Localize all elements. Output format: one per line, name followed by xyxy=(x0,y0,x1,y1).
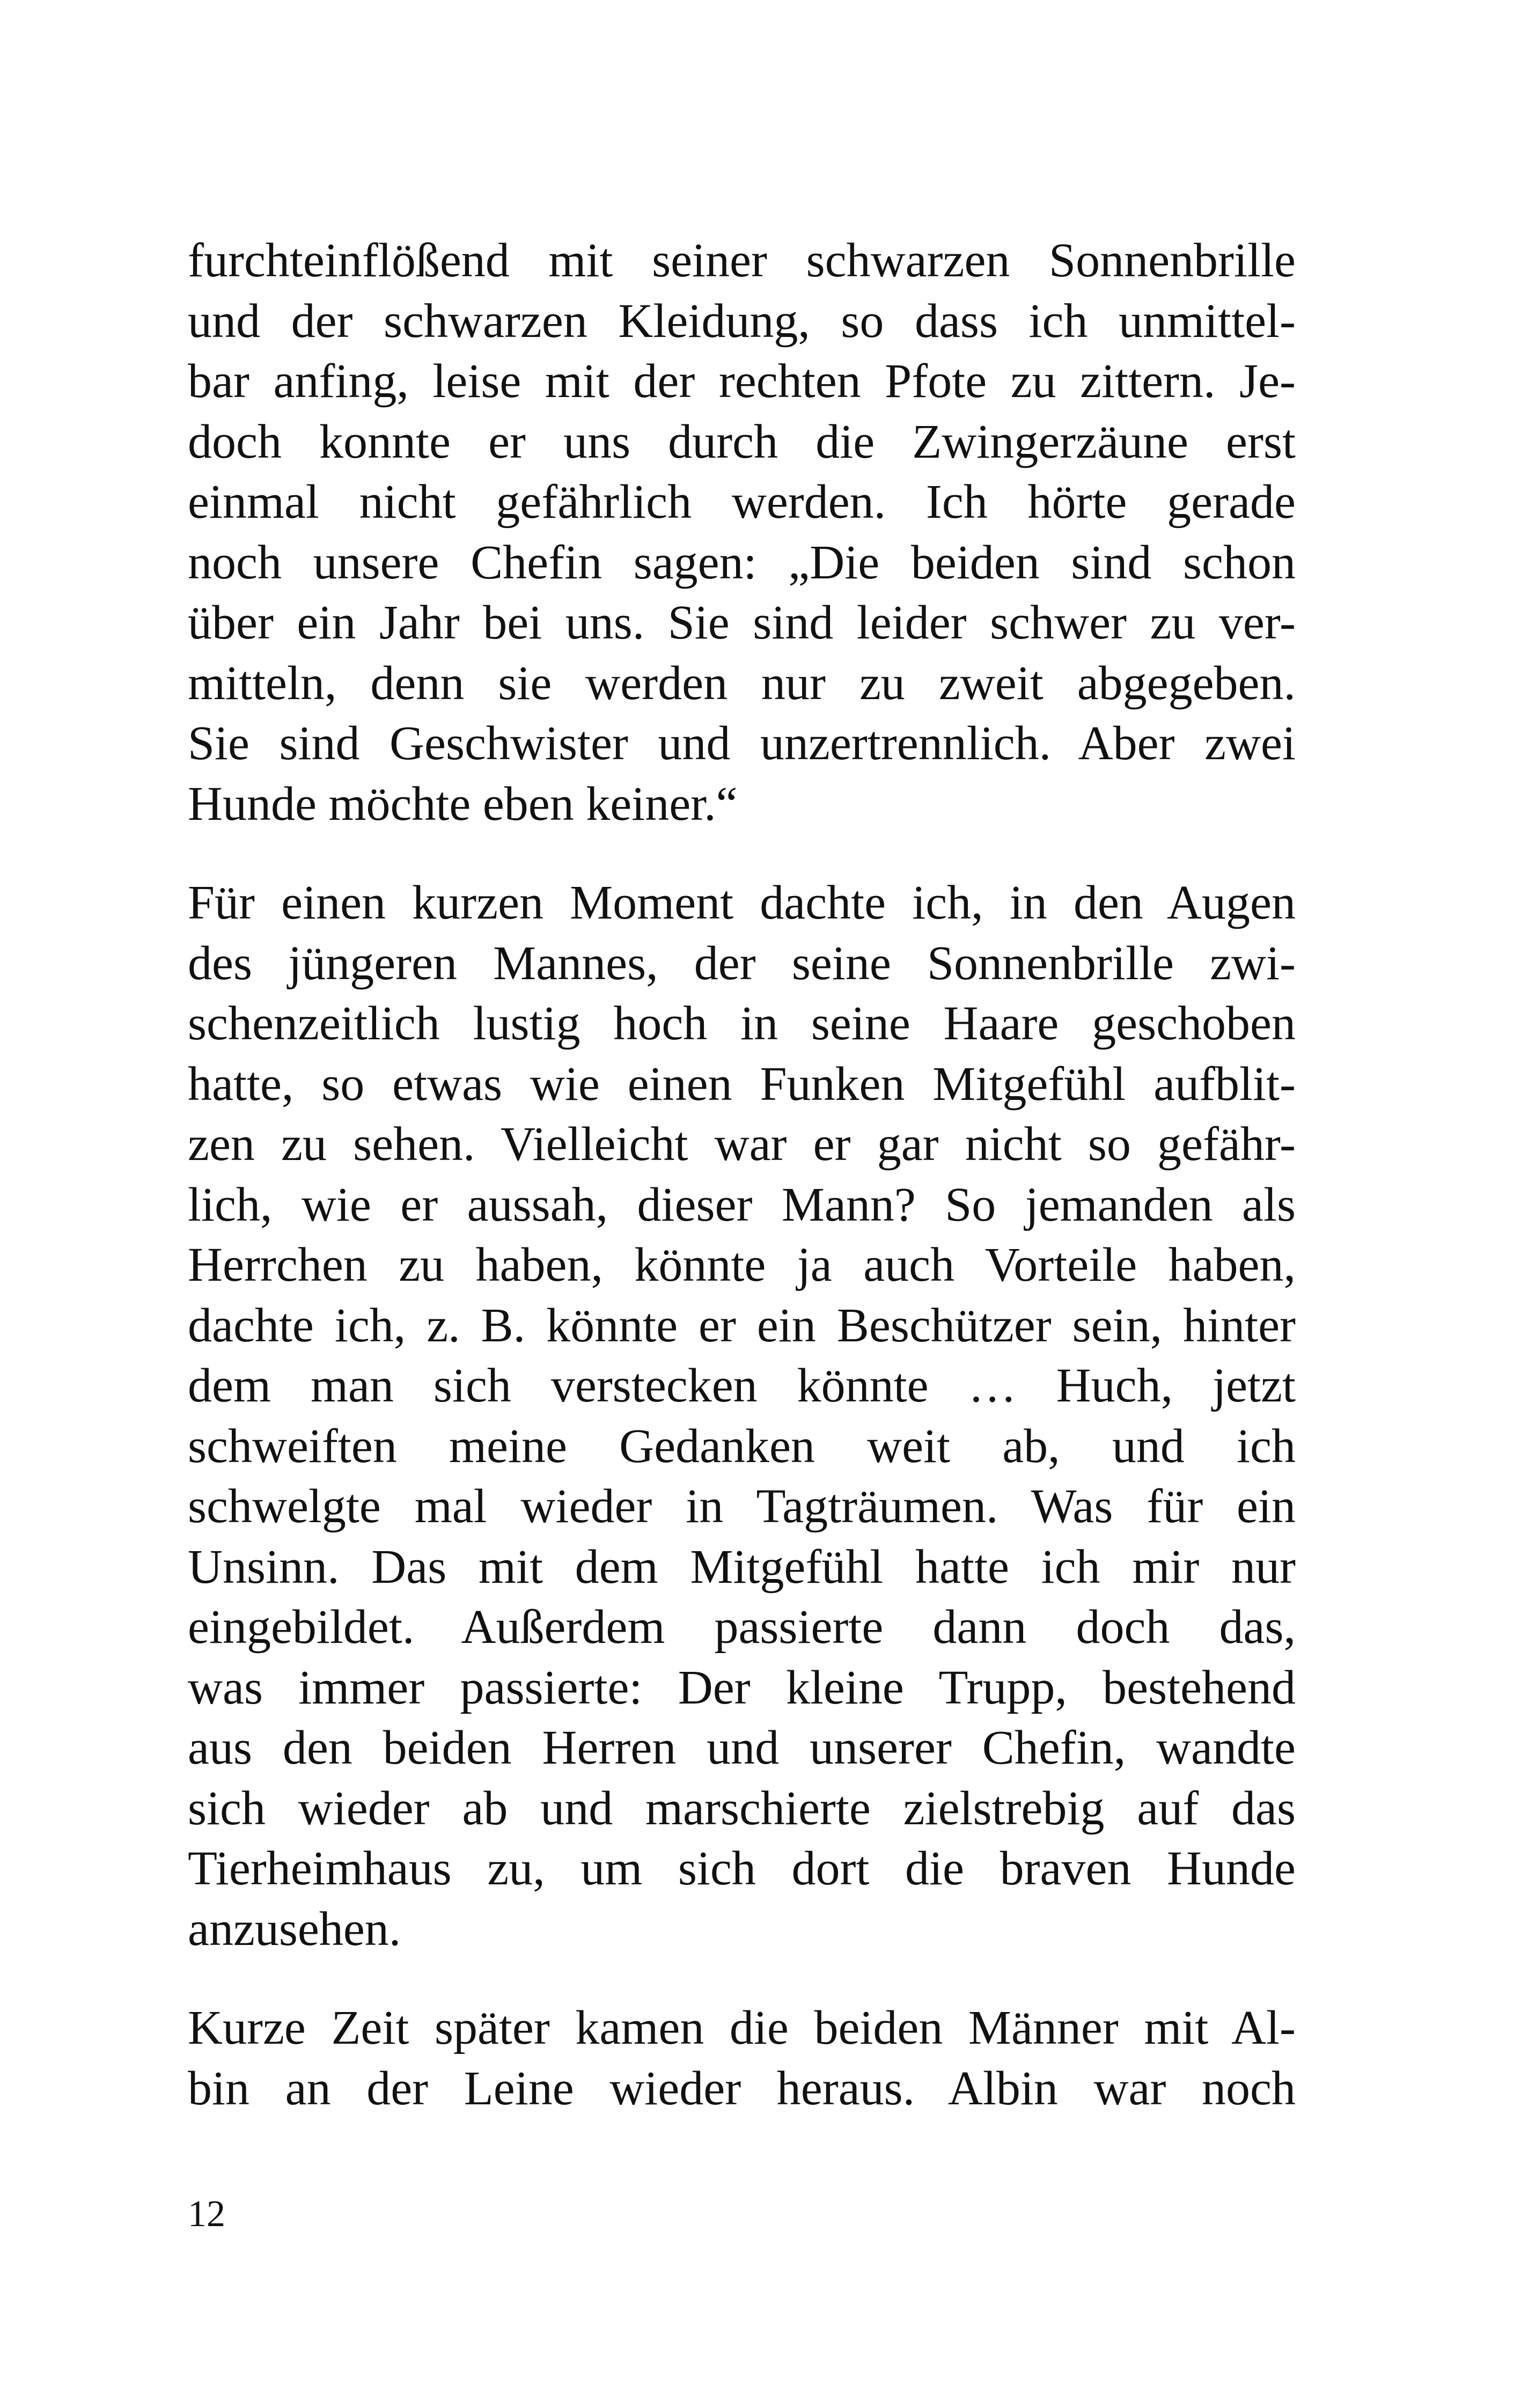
text-line: und der schwarzen Kleidung, so dass ich unmittel- xyxy=(188,294,1296,348)
text-line: schweiften meine Gedanken weit ab, und ich xyxy=(188,1419,1296,1473)
text-line: eingebildet. Außerdem passierte dann doch das, xyxy=(188,1601,1296,1654)
text-line: bar anfing, leise mit der rechten Pfote zu zittern. Je- xyxy=(188,355,1296,408)
page-number: 12 xyxy=(188,2193,225,2235)
text-line: zen zu sehen. Vielleicht war er gar nicht so gefähr- xyxy=(188,1118,1296,1171)
text-line: Hunde möchte eben keiner.“ xyxy=(188,777,738,831)
text-line: lich, wie er aussah, dieser Mann? So jemanden als xyxy=(188,1178,1296,1231)
text-line: anzusehen. xyxy=(188,1902,401,1956)
text-line: mitteln, denn sie werden nur zu zweit abgegeben. xyxy=(188,656,1296,710)
text-line: Für einen kurzen Moment dachte ich, in den Augen xyxy=(188,876,1296,929)
text-line: hatte, so etwas wie einen Funken Mitgefühl aufblit- xyxy=(188,1057,1296,1111)
text-line: Herrchen zu haben, könnte ja auch Vorteile haben, xyxy=(188,1238,1296,1291)
text-line: bin an der Leine wieder heraus. Albin war noch xyxy=(188,2061,1296,2115)
text-line: aus den beiden Herren und unserer Chefin, wandte xyxy=(188,1721,1296,1774)
paragraph-1 xyxy=(188,231,1296,834)
text-line: schwelgte mal wieder in Tagträumen. Was für ein xyxy=(188,1480,1296,1533)
text-line: Kurze Zeit später kamen die beiden Männer mit Al- xyxy=(188,2001,1296,2054)
text-line: furchteinflößend mit seiner schwarzen Sonnenbrille xyxy=(188,234,1296,287)
text-line: sich wieder ab und marschierte zielstrebig auf das xyxy=(188,1781,1296,1835)
text-line: dachte ich, z. B. könnte er ein Beschützer sein, hinter xyxy=(188,1298,1296,1352)
paragraph-3 xyxy=(188,1998,1296,2119)
paragraph-spacer xyxy=(188,1959,1296,1998)
paragraph-2 xyxy=(188,873,1296,1959)
text-line: einmal nicht gefährlich werden. Ich hörte gerade xyxy=(188,475,1296,528)
text-line: doch konnte er uns durch die Zwingerzäune erst xyxy=(188,415,1296,468)
body-text xyxy=(188,231,1296,2119)
text-line: schenzeitlich lustig hoch in seine Haare geschoben xyxy=(188,997,1296,1050)
text-line: dem man sich verstecken könnte … Huch, jetzt xyxy=(188,1359,1296,1412)
text-line: noch unsere Chefin sagen: „Die beiden sind schon xyxy=(188,535,1296,589)
text-line: des jüngeren Mannes, der seine Sonnenbrille zwi- xyxy=(188,936,1296,990)
text-line: Unsinn. Das mit dem Mitgefühl hatte ich mir nur xyxy=(188,1540,1296,1594)
text-line: über ein Jahr bei uns. Sie sind leider schwer zu ver- xyxy=(188,596,1296,649)
text-line: Sie sind Geschwister und unzertrennlich. Aber zwei xyxy=(188,717,1296,770)
paragraph-spacer xyxy=(188,834,1296,873)
text-line: was immer passierte: Der kleine Trupp, bestehend xyxy=(188,1661,1296,1714)
text-line: Tierheimhaus zu, um sich dort die braven Hunde xyxy=(188,1842,1296,1895)
